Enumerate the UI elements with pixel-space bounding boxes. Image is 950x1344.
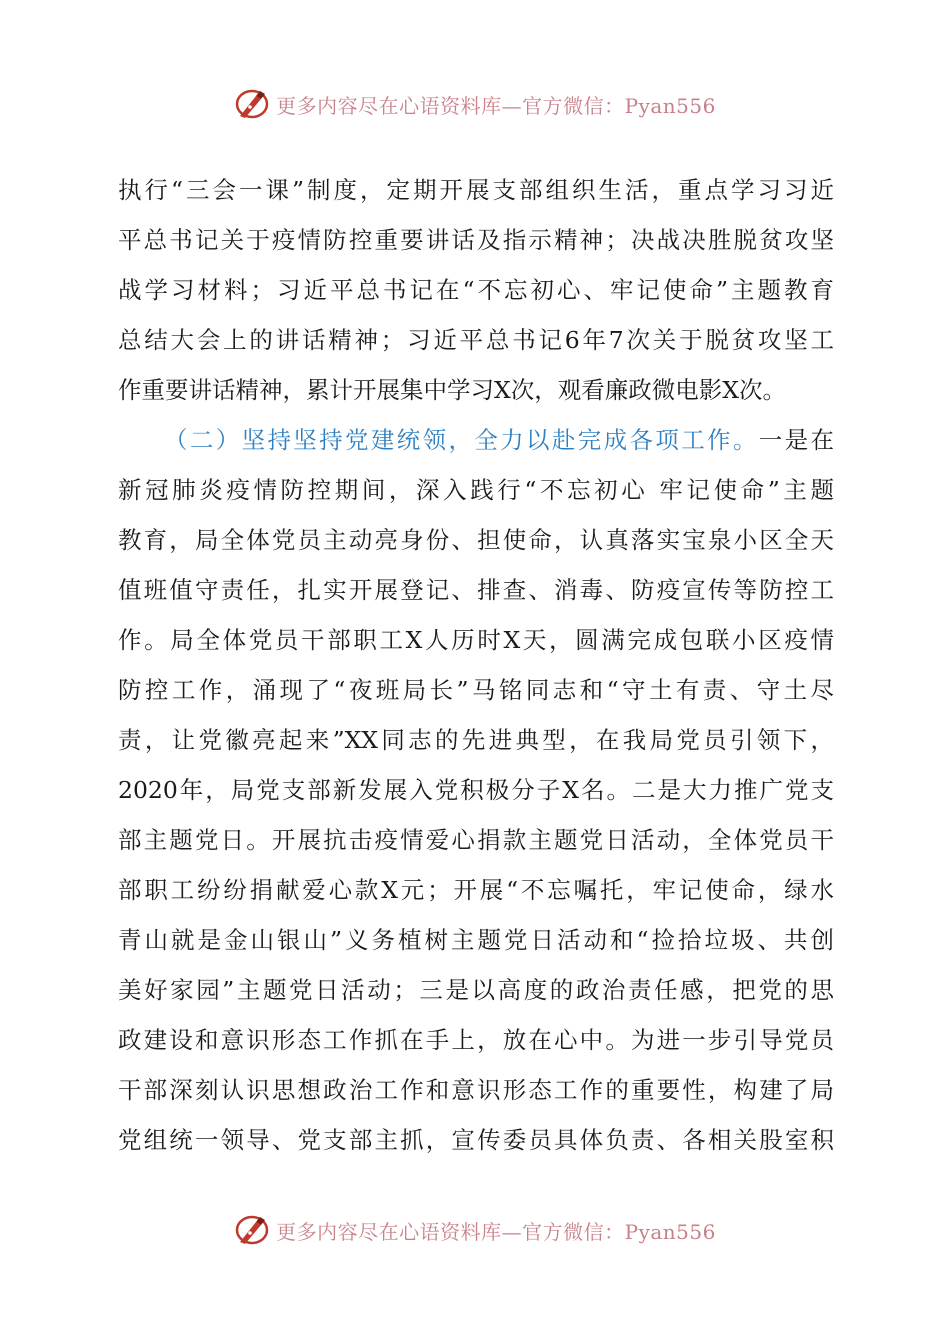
text-line: 总结大会上的讲话精神；习近平总书记6年7次关于脱贫攻坚工 <box>118 326 834 354</box>
text-line: 值班值守责任，扎实开展登记、排查、消毒、防疫宣传等防控工 <box>118 576 834 604</box>
text-line: 防控工作，涌现了“夜班局长”马铭同志和“守土有责、守土尽 <box>118 676 834 704</box>
text-line: 责，让党徽亮起来”XX同志的先进典型，在我局党员引领下， <box>118 726 834 754</box>
text-line: 党组统一领导、党支部主抓，宣传委员具体负责、各相关股室积 <box>118 1126 834 1154</box>
text-line: 作重要讲话精神，累计开展集中学习X次，观看廉政微电影X次。 <box>118 376 786 404</box>
text-line: 政建设和意识形态工作抓在手上，放在心中。为进一步引导党员 <box>118 1026 834 1054</box>
text-line: 部职工纷纷捐献爱心款X元；开展“不忘嘱托，牢记使命，绿水 <box>118 876 834 904</box>
section-heading-line <box>118 415 834 465</box>
text-line: 新冠肺炎疫情防控期间，深入践行“不忘初心 牢记使命”主题 <box>118 476 834 504</box>
text-line: 战学习材料；习近平总书记在“不忘初心、牢记使命”主题教育 <box>118 276 834 304</box>
footer-banner-text: 更多内容尽在心语资料库—官方微信：Pyan556 <box>276 1219 716 1244</box>
section-heading: （二）坚持坚持党建统领，全力以赴完成各项工作。 <box>164 426 759 454</box>
text-line: 作。局全体党员干部职工X人历时X天，圆满完成包联小区疫情 <box>118 626 834 654</box>
text-line: 教育，局全体党员主动亮身份、担使命，认真落实宝泉小区全天 <box>118 526 834 554</box>
text-line: 2020年，局党支部新发展入党积极分子X名。二是大力推广党支 <box>118 776 834 804</box>
text-line: 美好家园”主题党日活动；三是以高度的政治责任感，把党的思 <box>118 976 834 1004</box>
text-line: 青山就是金山银山”义务植树主题党日活动和“捡拾垃圾、共创 <box>118 926 834 954</box>
text-line: 干部深刻认识思想政治工作和意识形态工作的重要性，构建了局 <box>118 1076 834 1104</box>
header-banner-text: 更多内容尽在心语资料库—官方微信：Pyan556 <box>276 93 716 118</box>
pen-nib-logo-icon <box>234 86 270 122</box>
heading-line-rest: 一是在 <box>758 426 835 454</box>
footer-banner <box>0 1208 950 1252</box>
header-banner <box>0 82 950 126</box>
text-line: 平总书记关于疫情防控重要讲话及指示精神；决战决胜脱贫攻坚 <box>118 226 834 254</box>
text-line: 部主题党日。开展抗击疫情爱心捐款主题党日活动，全体党员干 <box>118 826 834 854</box>
text-line: 执行“三会一课”制度，定期开展支部组织生活，重点学习习近 <box>118 176 834 204</box>
document-body <box>118 165 834 1165</box>
pen-nib-logo-icon <box>234 1212 270 1248</box>
